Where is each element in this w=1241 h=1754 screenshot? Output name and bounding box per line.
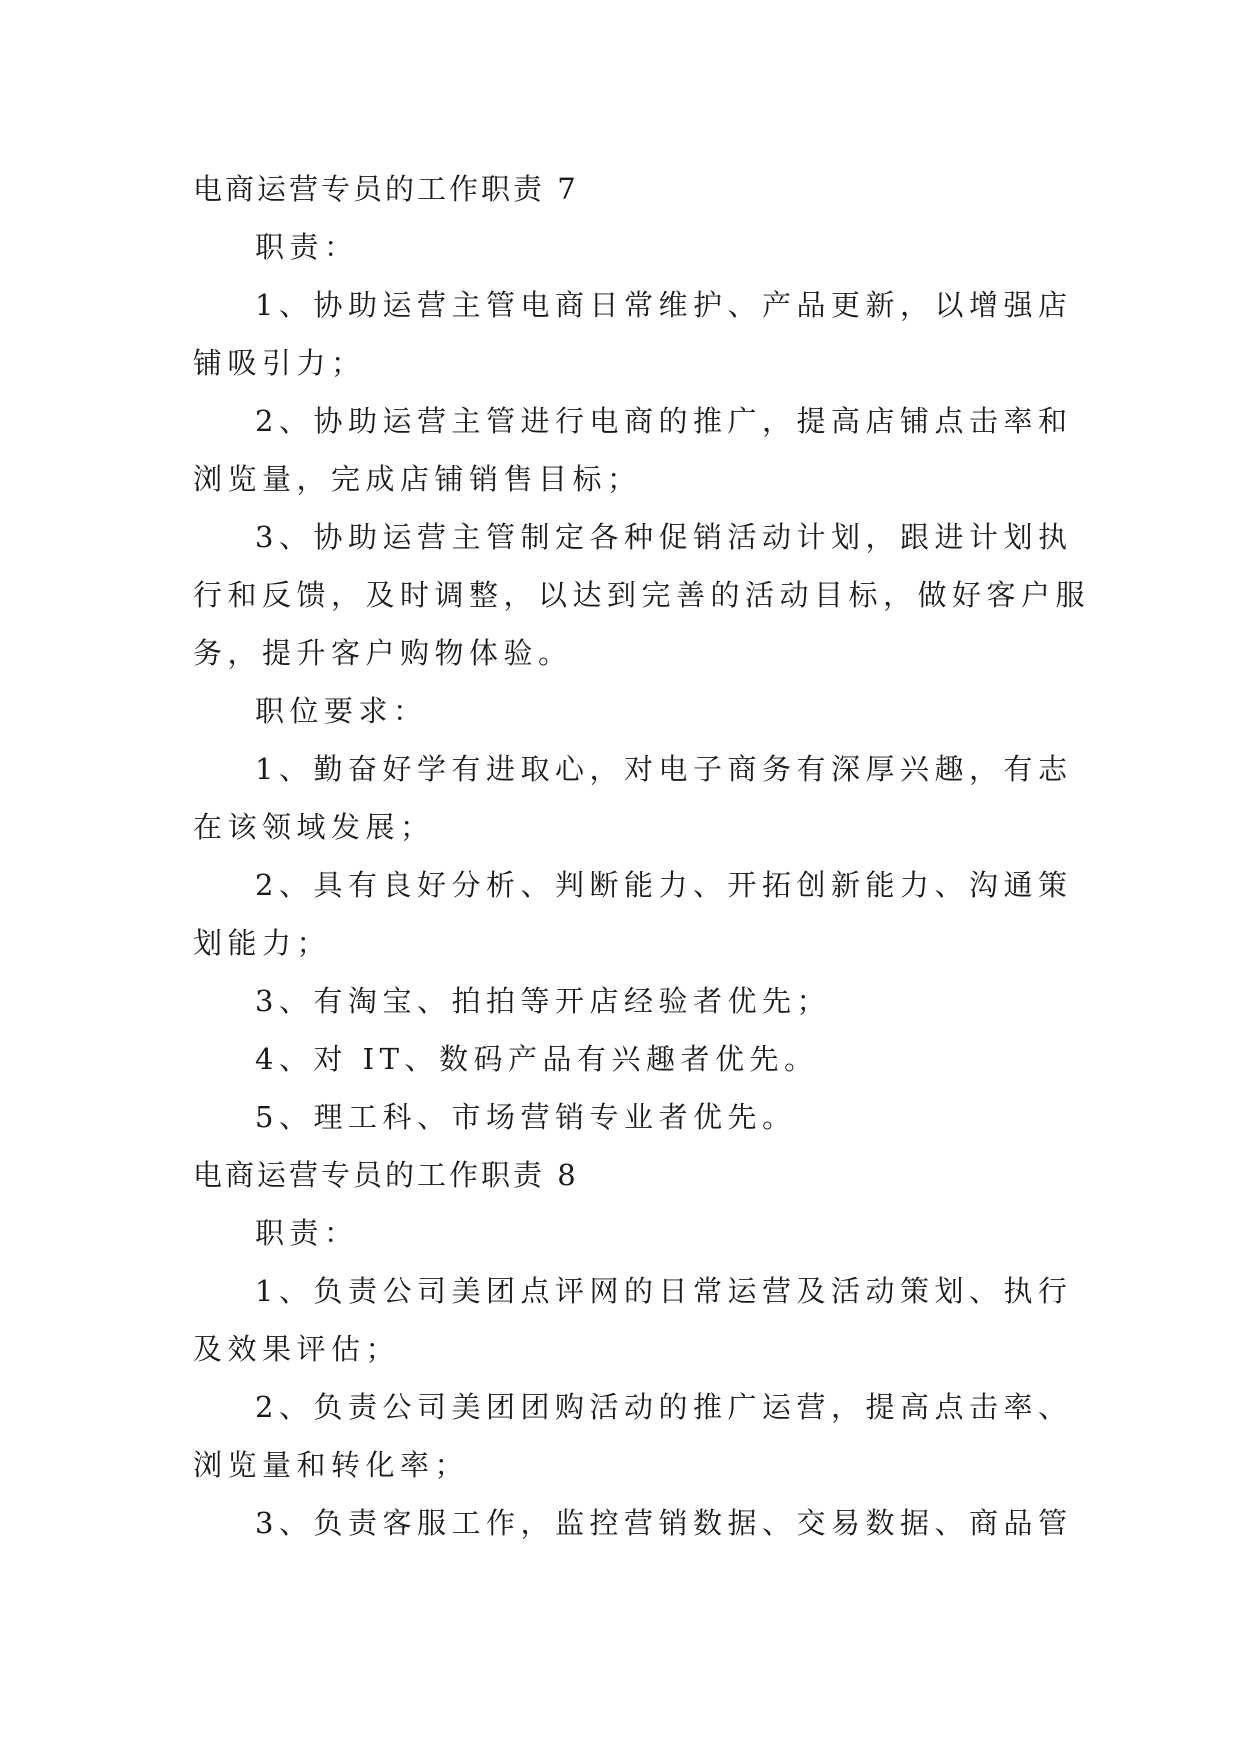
paragraph-line: 划能力；: [193, 926, 332, 960]
paragraph-line: 浏览量和转化率；: [193, 1448, 470, 1482]
section-title: 电商运营专员的工作职责 8: [193, 1158, 579, 1192]
paragraph-line: 及效果评估；: [193, 1332, 401, 1366]
paragraph-line: 4、对 IT、数码产品有兴趣者优先。: [255, 1042, 819, 1076]
paragraph-line: 2、负责公司美团团购活动的推广运营，提高点击率、: [255, 1390, 1073, 1424]
subheading-duties: 职责：: [255, 1216, 359, 1250]
paragraph-line: 行和反馈，及时调整，以达到完善的活动目标，做好客户服: [193, 578, 1091, 612]
paragraph-line: 3、协助运营主管制定各种促销活动计划，跟进计划执: [255, 520, 1073, 554]
paragraph-line: 铺吸引力；: [193, 346, 366, 380]
subheading-requirements: 职位要求：: [255, 694, 428, 728]
paragraph-line: 1、协助运营主管电商日常维护、产品更新，以增强店: [255, 288, 1073, 322]
subheading-duties: 职责：: [255, 230, 359, 264]
paragraph-line: 在该领域发展；: [193, 810, 435, 844]
paragraph-line: 1、负责公司美团点评网的日常运营及活动策划、执行: [255, 1274, 1073, 1308]
paragraph-line: 2、协助运营主管进行电商的推广，提高店铺点击率和: [255, 404, 1073, 438]
paragraph-line: 1、勤奋好学有进取心，对电子商务有深厚兴趣，有志: [255, 752, 1073, 786]
document-body: [193, 160, 1091, 1552]
paragraph-line: 3、负责客服工作，监控营销数据、交易数据、商品管: [255, 1506, 1073, 1540]
section-title: 电商运营专员的工作职责 7: [193, 172, 579, 206]
paragraph-line: 2、具有良好分析、判断能力、开拓创新能力、沟通策: [255, 868, 1073, 902]
paragraph-line: 务，提升客户购物体验。: [193, 636, 573, 670]
paragraph-line: 5、理工科、市场营销专业者优先。: [255, 1100, 797, 1134]
paragraph-line: 3、有淘宝、拍拍等开店经验者优先；: [255, 984, 831, 1018]
paragraph-line: 浏览量，完成店铺销售目标；: [193, 462, 642, 496]
